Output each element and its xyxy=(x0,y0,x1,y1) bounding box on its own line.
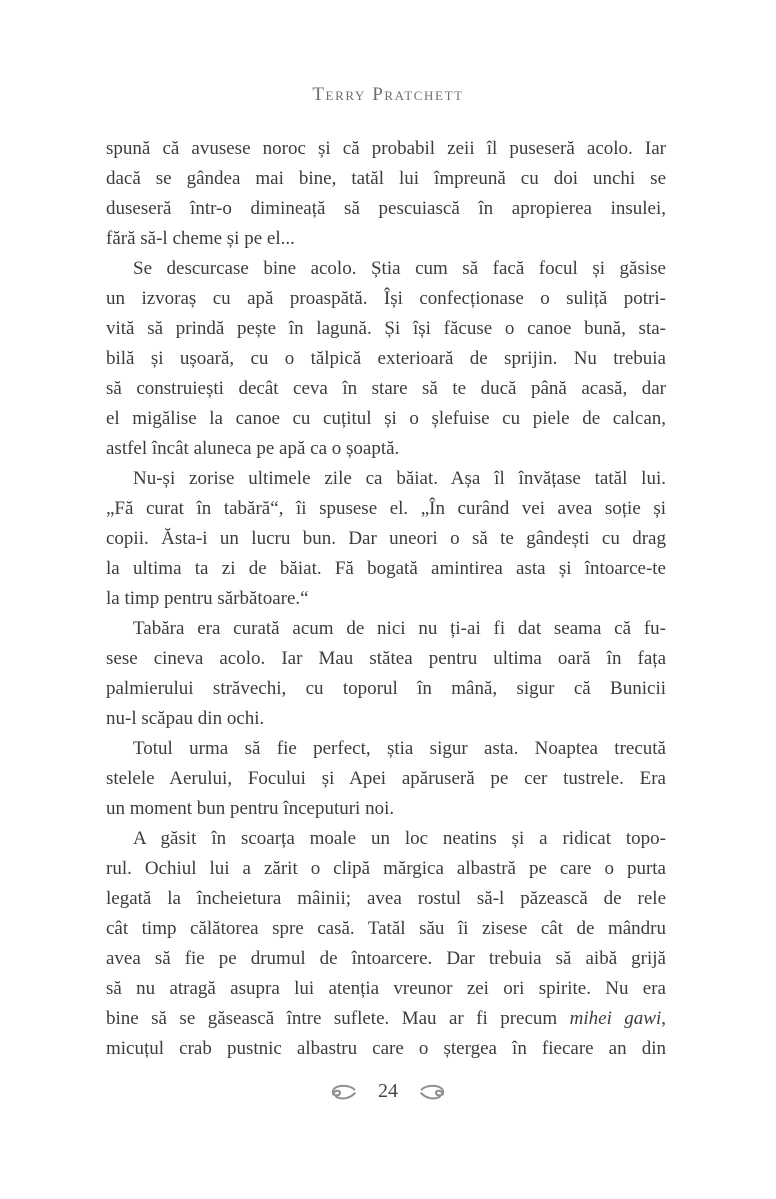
fleuron-right-icon xyxy=(420,1083,450,1101)
paragraph xyxy=(106,824,666,1064)
text-line: bilă și ușoară, cu o tălpică exterioară de sprijin. Nu trebuia xyxy=(106,348,666,369)
text-line: spună că avusese noroc și că probabil zeii îl puseseră acolo. Iar xyxy=(106,138,666,159)
paragraph xyxy=(106,254,666,464)
text-line: rul. Ochiul lui a zărit o clipă mărgica albastră pe care o purta xyxy=(106,858,666,879)
running-head: Terry Pratchett xyxy=(312,84,464,105)
text-line: „Fă curat în tabără“, îi spusese el. „În curând vei avea soție și xyxy=(106,498,666,519)
text-line: Se descurcase bine acolo. Știa cum să facă focul și găsise xyxy=(133,258,666,279)
text-line: Totul urma să fie perfect, știa sigur asta. Noaptea trecută xyxy=(133,738,666,759)
text-line xyxy=(106,1004,666,1034)
text-line: Tabăra era curată acum de nici nu ți-ai fi dat seama că fu- xyxy=(133,618,666,639)
page-number: 24 xyxy=(378,1080,398,1102)
text-line: să nu atragă asupra lui atenția vreunor zei ori spirite. Nu era xyxy=(106,978,666,999)
text-line: un moment bun pentru începuturi noi. xyxy=(106,798,395,819)
paragraph xyxy=(106,464,666,614)
text-line: legată la încheietura mâinii; avea rostul să-l păzească de rele xyxy=(106,888,666,909)
text-segment: bine să se găsească între suflete. Mau ar fi precum xyxy=(106,1008,570,1029)
text-line: A găsit în scoarța moale un loc neatins și a ridicat topo- xyxy=(133,828,666,849)
text-line: un izvoraș cu apă proaspătă. Își confecționase o suliță potri- xyxy=(106,288,666,309)
text-line: palmierului străvechi, cu toporul în mână, sigur că Bunicii xyxy=(106,678,666,699)
text-line: fără să-l cheme și pe el... xyxy=(106,228,295,249)
page-footer xyxy=(0,1080,776,1103)
page-text xyxy=(106,134,666,1064)
text-line: la ultima ta zi de băiat. Fă bogată amintirea asta și întoarce-te xyxy=(106,558,666,579)
text-line: micuțul crab pustnic albastru care o ștergea în fiecare an din xyxy=(106,1038,666,1059)
text-line: copii. Ăsta-i un lucru bun. Dar uneori o să te gândești cu drag xyxy=(106,528,666,549)
text-line: duseseră într-o dimineață să pescuiască în apropierea insulei, xyxy=(106,198,666,219)
italic-term: mihei gawi xyxy=(569,1008,662,1029)
text-segment: , xyxy=(661,1008,666,1029)
paragraph xyxy=(106,614,666,734)
text-line: vită să prindă pește în lagună. Și își făcuse o canoe bună, sta- xyxy=(106,318,666,339)
text-line: el migălise la canoe cu cuțitul și o șlefuise cu piele de calcan, xyxy=(106,408,666,429)
text-line: Nu-și zorise ultimele zile ca băiat. Așa îl învățase tatăl lui. xyxy=(133,468,666,489)
text-line: dacă se gândea mai bine, tatăl lui împreună cu doi unchi se xyxy=(106,168,666,189)
text-line: stelele Aerului, Focului și Apei apăruseră pe cer tustrele. Era xyxy=(106,768,666,789)
text-line: cât timp călătorea spre casă. Tatăl său îi zisese cât de mândru xyxy=(106,918,666,939)
text-line: să construiești decât ceva în stare să te ducă până acasă, dar xyxy=(106,378,666,399)
text-line: astfel încât aluneca pe apă ca o șoaptă. xyxy=(106,438,400,459)
text-line: la timp pentru sărbătoare.“ xyxy=(106,588,309,609)
text-line: sese cineva acolo. Iar Mau stătea pentru ultima oară în fața xyxy=(106,648,666,669)
paragraph xyxy=(106,134,666,254)
text-line: nu-l scăpau din ochi. xyxy=(106,708,265,729)
text-line: avea să fie pe drumul de întoarcere. Dar trebuia să aibă grijă xyxy=(106,948,666,969)
fleuron-left-icon xyxy=(326,1083,356,1101)
paragraph xyxy=(106,734,666,824)
